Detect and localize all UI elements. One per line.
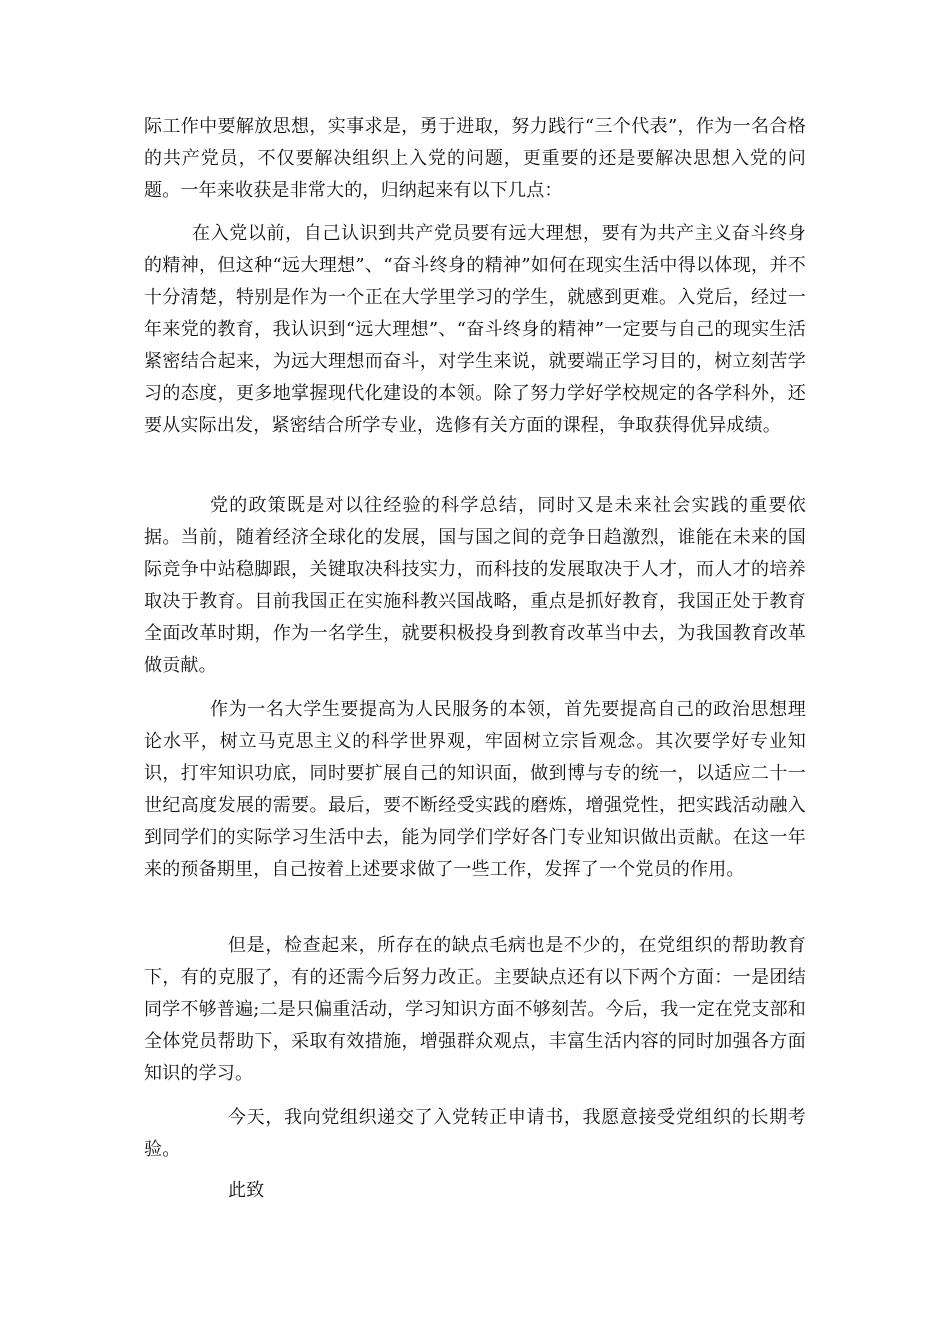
closing-salutation: 此致 [228, 1180, 265, 1201]
paragraph-policy: 党的政策既是对以往经验的科学总结，同时又是未来社会实践的重要依据。当前，随着经济全球化的发展，国与国之间的竞争日趋激烈，谁能在未来的国际竞争中站稳脚跟，关键取决科技实力，而科技的发展取决于人才，而人才的培养取决于教育。目前我国正在实施科教兴国战略，重点是抓好教育，我国正处于教育全面改革时期，作为一名学生，就要积极投身到教育改革当中去，为我国教育改革做贡献。 [144, 495, 806, 676]
paragraph-shortcomings: 但是，检查起来，所存在的缺点毛病也是不少的，在党组织的帮助教育下，有的克服了，有的还需今后努力改正。主要缺点还有以下两个方面：一是团结同学不够普遍;二是只偏重活动，学习知识方面不够刻苦。今后，我一定在党支部和全体党员帮助下，采取有效措施，增强群众观点，丰富生活内容的同时加强各方面知识的学习。 [144, 935, 806, 1084]
paragraph-application: 今天，我向党组织递交了入党转正申请书，我愿意接受党组织的长期考验。 [144, 1107, 806, 1160]
paragraph-service: 作为一名大学生要提高为人民服务的本领，首先要提高自己的政治思想理论水平，树立马克思主义的科学世界观，牢固树立宗旨观念。其次要学好专业知识，打牢知识功底，同时要扩展自己的知识面，做到博与专的统一，以适应二十一世纪高度发展的需要。最后，要不断经受实践的磨炼，增强党性，把实践活动融入到同学们的实际学习生活中去，能为同学们学好各门专业知识做出贡献。在这一年来的预备期里，自己按着上述要求做了一些工作，发挥了一个党员的作用。 [144, 699, 806, 880]
paragraph-continuation: 际工作中要解放思想，实事求是，勇于进取，努力践行“三个代表”，作为一名合格的共产党员，不仅要解决组织上入党的问题，更重要的还是要解决思想入党的问题。一年来收获是非常大的，归纳起来有以下几点： [144, 116, 806, 201]
paragraph-ideals: 在入党以前，自己认识到共产党员要有远大理想，要有为共产主义奋斗终身的精神，但这种“远大理想”、“奋斗终身的精神”如何在现实生活中得以体现，并不十分清楚，特别是作为一个正在大学里学习的学生，就感到更难。入党后，经过一年来党的教育，我认识到“远大理想”、“奋斗终身的精神”一定要与自己的现实生活紧密结合起来，为远大理想而奋斗，对学生来说，就要端正学习目的，树立刻苦学习的态度，更多地掌握现代化建设的本领。除了努力学好学校规定的各学科外，还要从实际出发，紧密结合所学专业，选修有关方面的课程，争取获得优异成绩。 [144, 223, 806, 436]
